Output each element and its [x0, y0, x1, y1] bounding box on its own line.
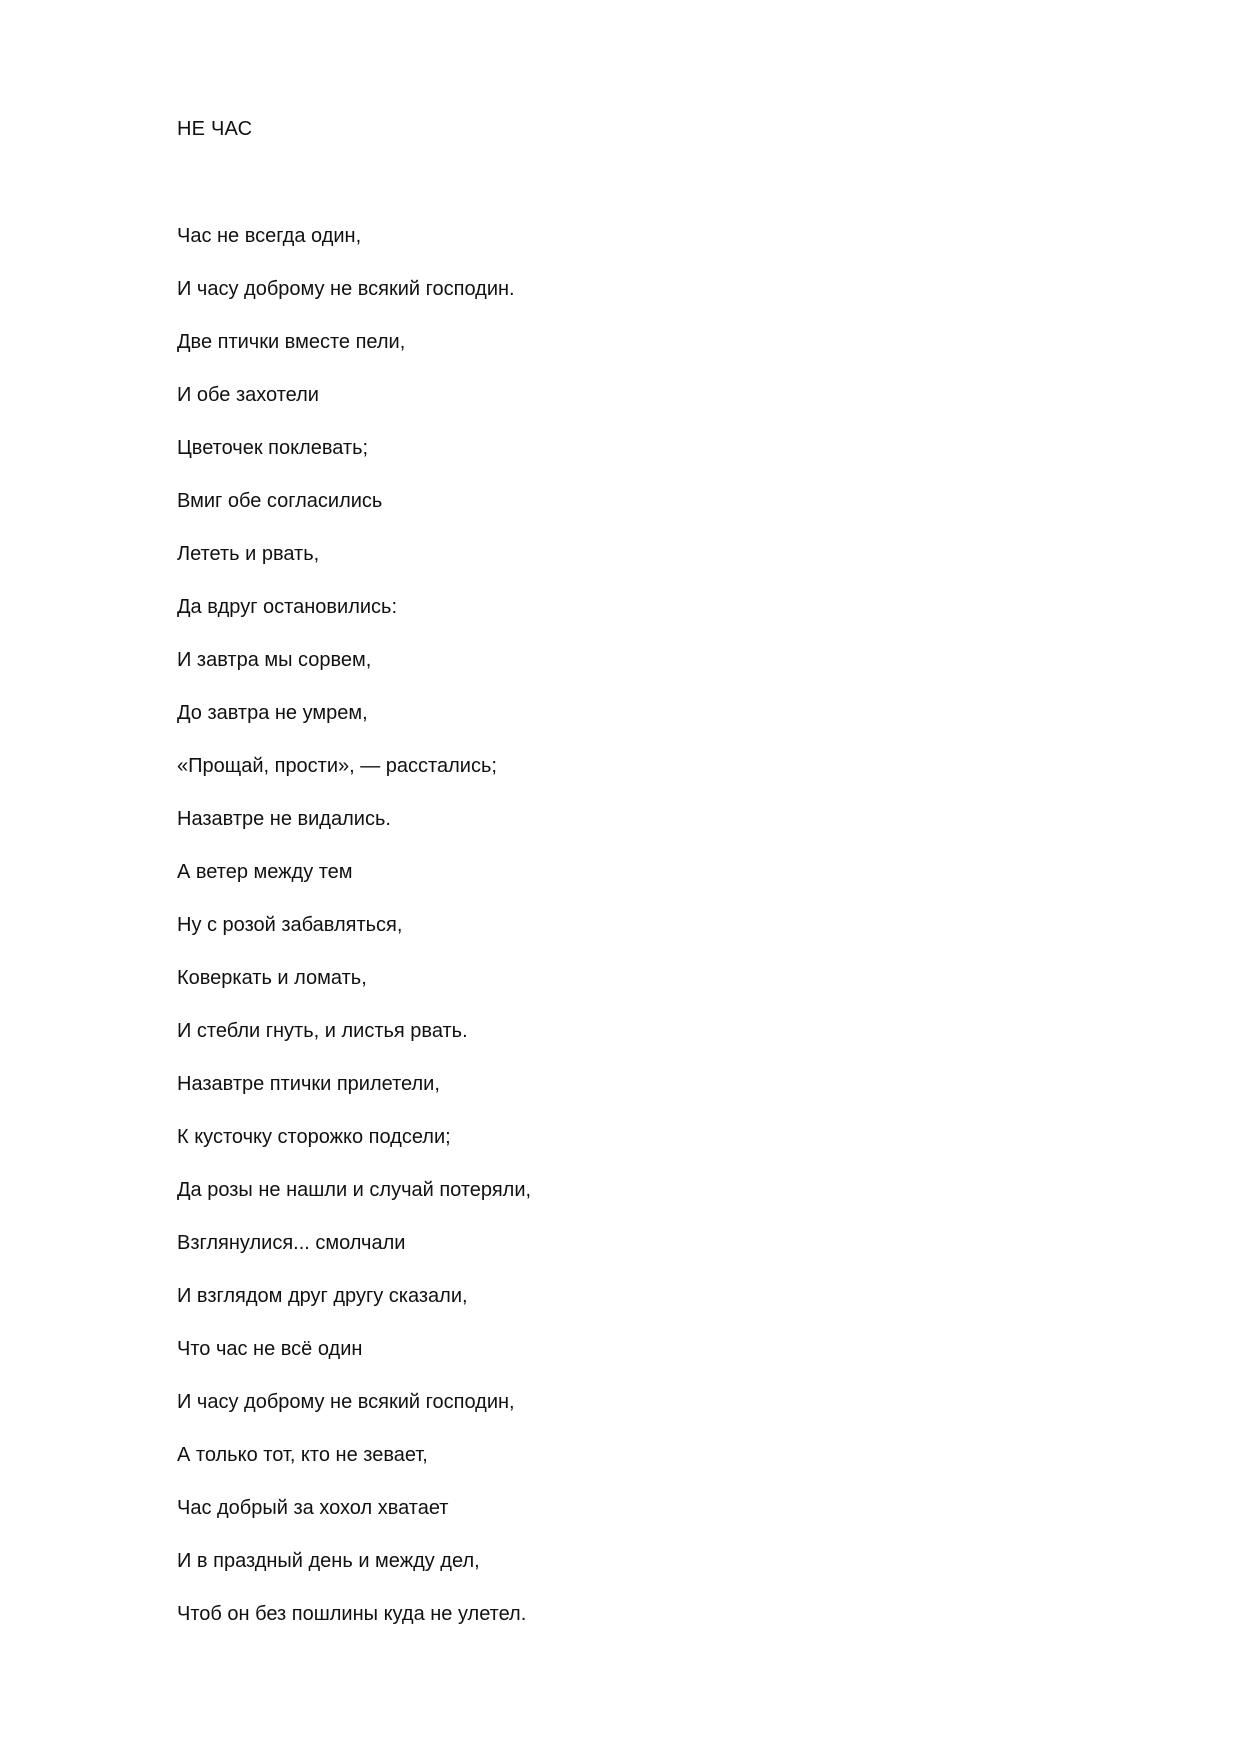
poem-line: И часу доброму не всякий господин. — [177, 278, 515, 300]
poem-line: Да вдруг остановились: — [177, 596, 398, 618]
poem-line: И взглядом друг другу сказали, — [177, 1285, 468, 1307]
poem-line: И стебли гнуть, и листья рвать. — [177, 1020, 468, 1042]
poem-line: Ну с розой забавляться, — [177, 914, 403, 936]
poem-line: Коверкать и ломать, — [177, 967, 367, 989]
poem-line: Назавтре не видались. — [177, 808, 391, 830]
poem-line: Взглянулися... смолчали — [177, 1232, 406, 1254]
poem-body — [177, 224, 531, 1655]
poem-line: Вмиг обе согласились — [177, 490, 383, 512]
poem-line: А только тот, кто не зевает, — [177, 1444, 428, 1466]
poem-line: Час не всегда один, — [177, 225, 362, 247]
poem-title: НЕ ЧАС — [177, 118, 253, 140]
poem-line: До завтра не умрем, — [177, 702, 368, 724]
poem-line: И завтра мы сорвем, — [177, 649, 372, 671]
poem-line: Что час не всё один — [177, 1338, 363, 1360]
poem-line: Назавтре птички прилетели, — [177, 1073, 440, 1095]
poem-line: Час добрый за хохол хватает — [177, 1497, 449, 1519]
poem-line: Чтоб он без пошлины куда не улетел. — [177, 1603, 527, 1625]
poem-line: «Прощай, прости», — расстались; — [177, 755, 497, 777]
poem-line: Лететь и рвать, — [177, 543, 320, 565]
poem-line: А ветер между тем — [177, 861, 353, 883]
poem-line: И в праздный день и между дел, — [177, 1550, 480, 1572]
poem-line: К кусточку сторожко подсели; — [177, 1126, 451, 1148]
poem-line: Цветочек поклевать; — [177, 437, 369, 459]
poem-line: Да розы не нашли и случай потеряли, — [177, 1179, 532, 1201]
poem-line: Две птички вместе пели, — [177, 331, 406, 353]
poem-line: И часу доброму не всякий господин, — [177, 1391, 515, 1413]
poem-line: И обе захотели — [177, 384, 319, 406]
